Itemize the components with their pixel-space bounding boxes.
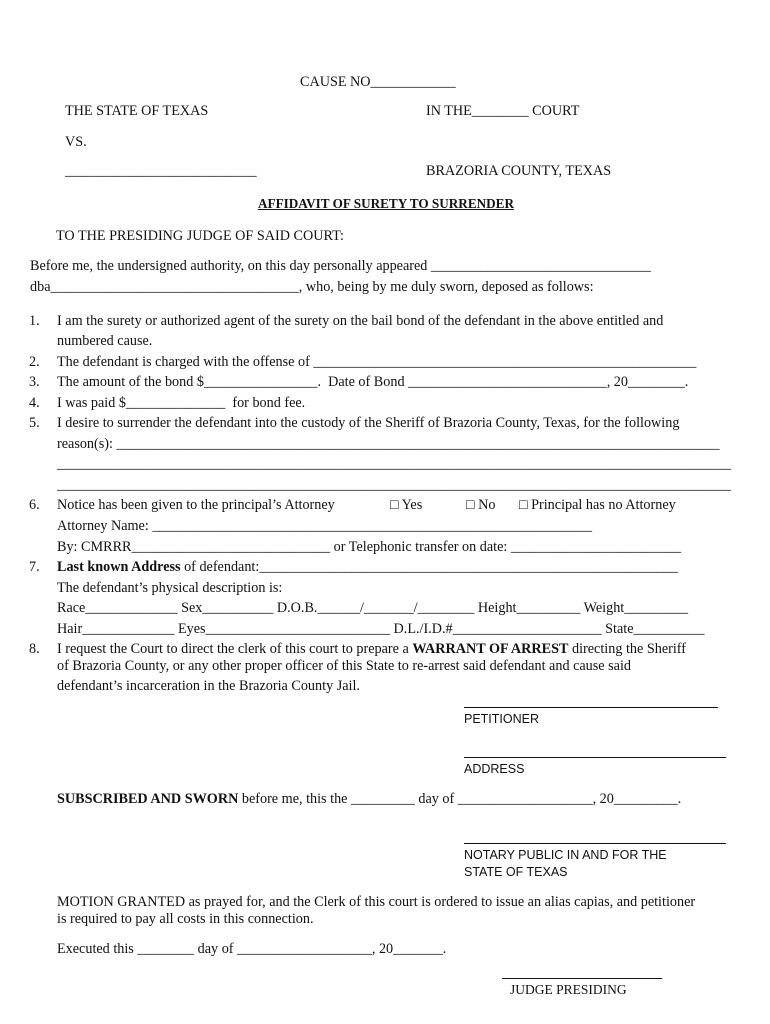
attorney-no-checkbox[interactable]: □ No [466,497,496,513]
address-signature-line [464,757,726,758]
attorney-name-field: Attorney Name: ______________________________________________________________ [57,518,593,534]
last-known-address-field [57,558,678,576]
document-title: AFFIDAVIT OF SURETY TO SURRENDER [258,196,514,211]
item-number-3: 3. [29,374,40,390]
subscribed-and-sworn [57,790,681,808]
defendant-name-blank: ___________________________ [65,163,257,179]
sworn-rest: before me, this the _________ day of ___________________, 20_________. [238,791,682,807]
salutation: TO THE PRESIDING JUDGE OF SAID COURT: [56,228,344,244]
item-5-reasons-line-2: _______________________________________________________________________________________________ [57,456,731,472]
item-6-notice: Notice has been given to the principal’s Attorney [57,497,335,513]
petitioner-label: PETITIONER [464,712,540,726]
notary-label-line-2: STATE OF TEXAS [464,865,568,879]
item-number-4: 4. [29,395,40,411]
item-number-8: 8. [29,641,40,657]
address-label: ADDRESS [464,762,525,776]
item-8-line-3: defendant’s incarceration in the Brazoria County Jail. [57,678,360,694]
item-5-reasons: reason(s): _____________________________________________________________________________________ [57,436,720,452]
last-known-address-label: Last known Address [57,559,181,575]
intro-line-2: dba___________________________________, who, being by me duly sworn, deposed as follows: [30,279,594,295]
item-1-line-2: numbered cause. [57,333,153,349]
motion-line-1: MOTION GRANTED as prayed for, and the Clerk of this court is ordered to issue an alias capias, and petitioner [57,894,696,910]
physical-description-line-2: Hair_____________ Eyes__________________________ D.L./I.D.#_____________________ State__________ [57,621,705,637]
item-number-7: 7. [29,559,40,575]
item-3-bond-amount: The amount of the bond $________________. Date of Bond ____________________________, 20________. [57,374,689,390]
motion-line-2: is required to pay all costs in this connection. [57,911,314,927]
item-2-offense: The defendant is charged with the offense of ______________________________________________________ [57,354,697,370]
item-8-line-1 [57,640,686,658]
attorney-yes-checkbox[interactable]: □ Yes [390,497,423,513]
executed-date: Executed this ________ day of ___________________, 20_______. [57,941,447,957]
item-8-pre: I request the Court to direct the clerk of this court to prepare a [57,641,413,657]
last-known-address-blank: of defendant:___________________________________________________________ [180,559,678,575]
item-8-post: directing the Sheriff [568,641,686,657]
item-5-reasons-line-3: _______________________________________________________________________________________________ [57,477,731,493]
physical-description-line-1: Race_____________ Sex__________ D.O.B.______/_______/________ Height_________ Weight_________ [57,600,689,616]
court-name: IN THE________ COURT [426,103,580,119]
item-5-line-1: I desire to surrender the defendant into the custody of the Sheriff of Brazoria County, Texas, for the following [57,415,680,431]
cause-number: CAUSE NO____________ [300,74,456,90]
item-4-bond-fee: I was paid $______________ for bond fee. [57,395,306,411]
judge-signature-line [502,978,662,979]
physical-description-label: The defendant’s physical description is: [57,580,283,596]
item-number-5: 5. [29,415,40,431]
item-number-6: 6. [29,497,40,513]
notary-label-line-1: NOTARY PUBLIC IN AND FOR THE [464,848,667,862]
intro-line-1: Before me, the undersigned authority, on this day personally appeared _______________________________ [30,258,651,274]
petitioner-signature-line [464,707,718,708]
no-attorney-checkbox[interactable]: □ Principal has no Attorney [519,497,676,513]
state-of-texas: THE STATE OF TEXAS [65,103,209,119]
notice-method-field: By: CMRRR____________________________ or Telephonic transfer on date: ________________________ [57,539,682,555]
county-name: BRAZORIA COUNTY, TEXAS [426,163,612,179]
item-1-line-1: I am the surety or authorized agent of the surety on the bail bond of the defendant in the above entitled and [57,313,664,329]
item-8-line-2: of Brazoria County, or any other proper officer of this State to re-arrest said defendant and cause said [57,658,631,674]
warrant-of-arrest: WARRANT OF ARREST [412,641,569,657]
item-number-1: 1. [29,313,40,329]
versus: VS. [65,134,87,150]
sworn-bold: SUBSCRIBED AND SWORN [57,791,239,807]
item-number-2: 2. [29,354,40,370]
judge-presiding-label: JUDGE PRESIDING [510,982,627,997]
notary-signature-line [464,843,726,844]
